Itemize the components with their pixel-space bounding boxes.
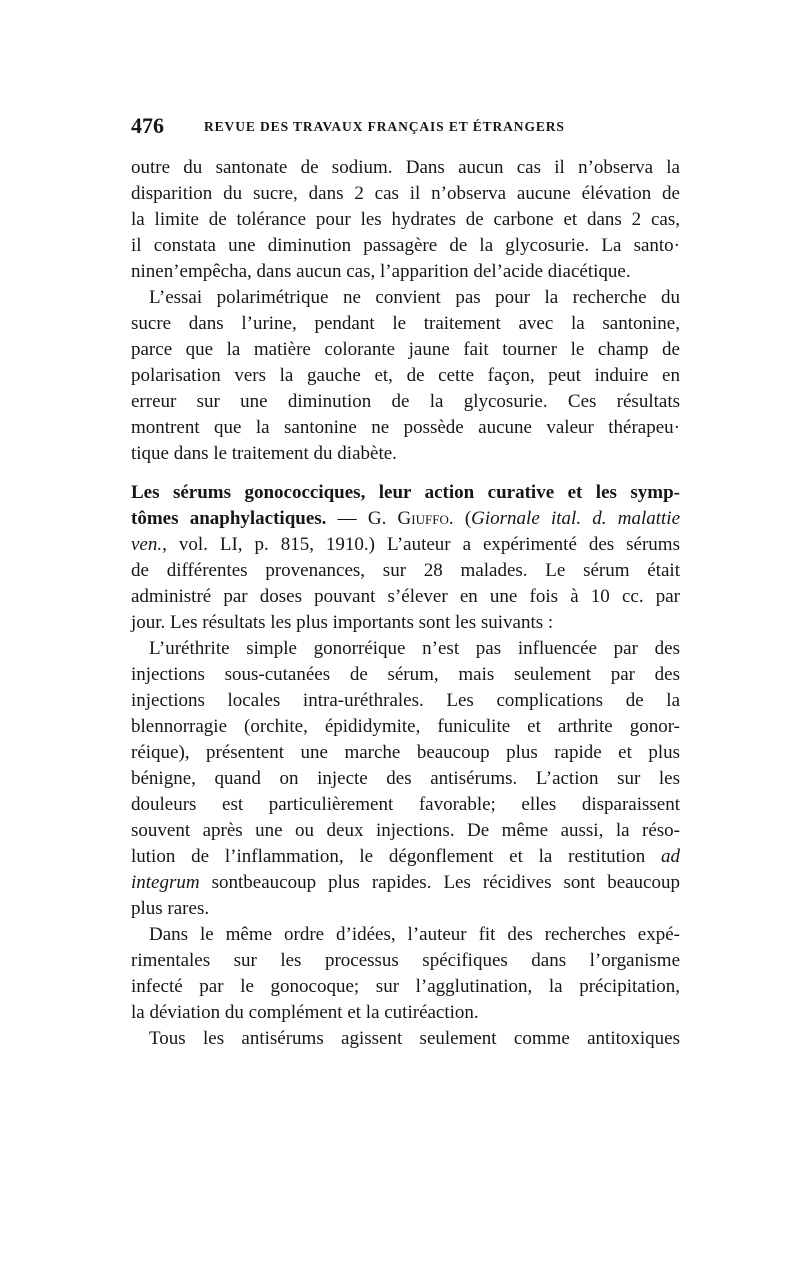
article-title-end: tômes anaphylactiques. xyxy=(131,508,327,529)
text-line: plus rares. xyxy=(131,898,210,919)
text-line: la déviation du complément et la cutiréaction. xyxy=(131,1002,479,1023)
text-line: la limite de tolérance pour les hydrates de carbone et dans 2 cas, xyxy=(131,209,680,230)
text-line: réique), présentent une marche beaucoup plus rapide et plus xyxy=(131,742,680,763)
journal-name-end: ven. xyxy=(131,534,163,555)
text-line: tique dans le traitement du diabète. xyxy=(131,443,397,464)
text-line: L’uréthrite simple gonorréique n’est pas influencée par des xyxy=(149,638,680,659)
journal-name: Giornale ital. d. malattie xyxy=(471,508,681,529)
text-line: administré par doses pouvant s’élever en une fois à 10 cc. par xyxy=(131,586,680,607)
text-line: jour. Les résultats les plus importants sont les suivants : xyxy=(131,612,554,633)
text-line: injections locales intra-uréthrales. Les complications de la xyxy=(131,690,680,711)
text-line: infecté par le gonocoque; sur l’agglutination, la précipitation, xyxy=(131,976,680,997)
text-line: de différentes provenances, sur 28 malades. Le sérum était xyxy=(131,560,680,581)
text-line: erreur sur une diminution de la glycosurie. Ces résultats xyxy=(131,391,680,412)
text-line: sucre dans l’urine, pendant le traitement avec la santonine, xyxy=(131,313,680,334)
citation-reference: , vol. LI, p. 815, 1910.) xyxy=(162,534,375,555)
article-title: Les sérums gonococciques, leur action curative et les symp- xyxy=(131,482,680,503)
article-author: G. Giuffo. xyxy=(367,508,454,529)
page-number: 476 xyxy=(131,113,164,138)
text-line: lution de l’inflammation, le dégonflement et la restitution ad xyxy=(131,846,680,867)
text-line: parce que la matière colorante jaune fait tourner le champ de xyxy=(131,339,680,360)
text-line: injections sous-cutanées de sérum, mais seulement par des xyxy=(131,664,680,685)
text-line: ninen’empêcha, dans aucun cas, l’apparition del’acide diacétique. xyxy=(131,261,631,282)
text-line: outre du santonate de sodium. Dans aucun cas il n’observa la xyxy=(131,157,680,178)
text-line: bénigne, quand on injecte des antisérums. L’action sur les xyxy=(131,768,680,789)
text-line: polarisation vers la gauche et, de cette façon, peut induire en xyxy=(131,365,680,386)
text-line: Tous les antisérums agissent seulement comme antitoxiques xyxy=(149,1028,680,1049)
text-line: rimentales sur les processus spécifiques dans l’organisme xyxy=(131,950,680,971)
text-line: Dans le même ordre d’idées, l’auteur fit des recherches expé- xyxy=(149,924,680,945)
text-line: integrum sontbeaucoup plus rapides. Les récidives sont beaucoup xyxy=(131,872,680,893)
text-line: douleurs est particulièrement favorable; elles disparaissent xyxy=(131,794,680,815)
article-citation-line: tômes anaphylactiques. — G. Giuffo. (Giornale ital. d. malattie xyxy=(131,508,681,529)
text-line: disparition du sucre, dans 2 cas il n’observa aucune élévation de xyxy=(131,183,680,204)
text-line: blennorragie (orchite, épididymite, funiculite et arthrite gonor- xyxy=(131,716,680,737)
text-line: souvent après une ou deux injections. De même aussi, la réso- xyxy=(131,820,680,841)
latin-term: ad xyxy=(661,846,680,867)
running-title: REVUE DES TRAVAUX FRANÇAIS ET ÉTRANGERS xyxy=(204,119,565,134)
text-line: montrent que la santonine ne possède aucune valeur thérapeu· xyxy=(131,417,680,438)
text-line: L’essai polarimétrique ne convient pas pour la recherche du xyxy=(149,287,680,308)
latin-term: integrum xyxy=(131,872,200,893)
text-line: il constata une diminution passagère de la glycosurie. La santo· xyxy=(131,235,680,256)
article-citation-line: ven., vol. LI, p. 815, 1910.) L’auteur a expérimenté des sérums xyxy=(131,534,680,555)
